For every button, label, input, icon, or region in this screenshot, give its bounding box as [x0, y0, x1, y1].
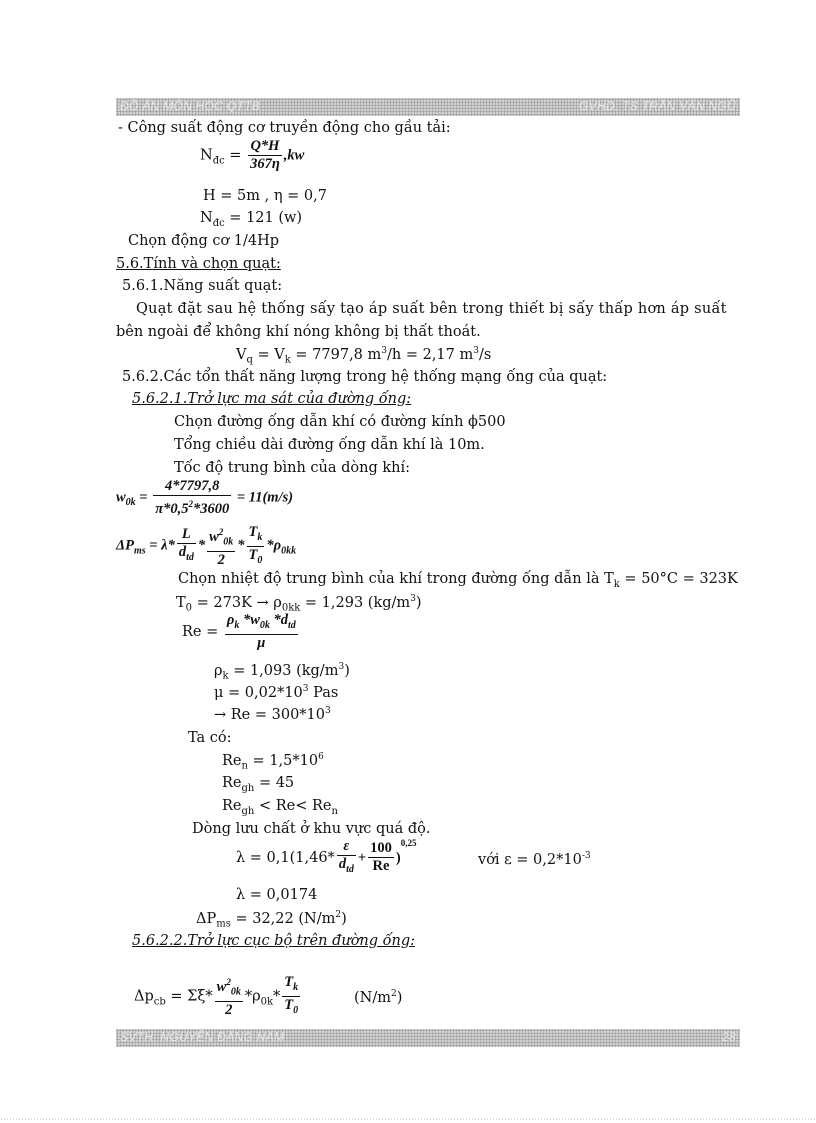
sub: cb	[153, 996, 166, 1008]
den: Re	[372, 858, 390, 875]
duct-diameter: Chọn đường ống dẫn khí có đường kính ϕ500	[174, 414, 506, 430]
sup: 3	[338, 662, 345, 672]
sup: 3	[325, 706, 331, 716]
frac-w	[215, 974, 243, 1019]
subscript: đc	[212, 217, 225, 229]
dp: Δp	[134, 988, 154, 1005]
bottom-dotted-edge	[0, 1118, 816, 1120]
num	[282, 974, 300, 997]
sub: 0kk	[281, 602, 301, 614]
frac-l-d	[177, 526, 196, 566]
density-ref	[176, 594, 422, 614]
value: = 121 (w)	[224, 210, 303, 226]
ta-co: Ta có:	[188, 730, 232, 746]
den-b: *3600	[192, 500, 230, 517]
times: *	[273, 988, 281, 1005]
re: Re	[222, 752, 242, 769]
t: T	[176, 594, 186, 611]
sub: k	[222, 670, 229, 682]
w: w	[116, 489, 126, 506]
re-gh	[222, 775, 294, 794]
sub: ms	[133, 545, 146, 557]
den: 2	[217, 551, 225, 568]
fraction	[248, 138, 282, 173]
sub: 0k	[260, 996, 274, 1008]
w: w	[216, 978, 227, 995]
unit: /s	[478, 346, 492, 363]
num	[247, 524, 265, 547]
fraction	[153, 478, 231, 518]
rho: *ρ	[266, 537, 282, 554]
den	[282, 997, 300, 1019]
sup: 2	[226, 977, 231, 988]
sup: 3	[381, 346, 387, 356]
flow-rate	[236, 346, 491, 366]
reynolds-formula	[182, 612, 300, 652]
header-left: ĐỒ ÁN MÔN HỌC QTTB	[120, 99, 261, 113]
symbol: N	[200, 210, 213, 226]
value: = 1,293 (kg/m	[300, 594, 411, 611]
sub: 0	[257, 554, 263, 566]
value: → Re = 300*10	[214, 706, 326, 723]
power: 0,25	[400, 838, 417, 849]
sub: k	[234, 619, 240, 631]
symbol: N	[200, 147, 213, 164]
value: = 45	[254, 775, 295, 791]
close: )	[344, 662, 350, 679]
rho: ρ	[214, 662, 223, 679]
sub: n	[241, 760, 248, 772]
mid: < Re< Re	[254, 798, 332, 814]
close: )	[395, 849, 401, 866]
num	[207, 524, 235, 552]
sub: n	[331, 805, 338, 817]
value-2: /h = 2,17 m	[387, 346, 474, 363]
sub: 0	[293, 1004, 299, 1016]
transition-flow: Dòng lưu chất ở khu vực quá độ.	[192, 821, 431, 837]
section-5-6: 5.6.Tính và chọn quạt:	[116, 256, 281, 272]
eq-vk: = V	[252, 346, 285, 363]
d: *d	[269, 612, 289, 628]
section-5-6-2: 5.6.2.Các tổn thất năng lượng trong hệ thống mạng ống của quạt:	[122, 369, 608, 385]
unit: (N/m	[354, 989, 391, 1006]
num	[215, 974, 243, 1002]
sub-k: k	[284, 354, 291, 366]
paragraph-line-1: Quạt đặt sau hệ thống sấy tạo áp suất bên trong thiết bị sấy thấp hơn áp suất	[136, 301, 727, 317]
num: L	[177, 526, 196, 544]
page-footer	[116, 1029, 740, 1047]
sub: 0k	[223, 536, 234, 548]
sup: 3	[302, 684, 309, 694]
num	[225, 612, 298, 635]
footer-left: SVTH: NGUYỄN ĐĂNG NAM	[120, 1030, 285, 1044]
height-efficiency: H = 5m , η = 0,7	[203, 188, 327, 204]
sup: 2	[390, 989, 397, 999]
frac-t	[282, 974, 300, 1019]
header-right: GVHD: TS TRẦN VĂN NGŨ	[579, 99, 736, 113]
plus: +	[357, 849, 367, 866]
lhs: Re =	[182, 623, 223, 640]
den	[177, 544, 196, 566]
avg-speed-label: Tốc độ trung bình của dòng khí:	[174, 460, 411, 476]
velocity-formula	[116, 478, 293, 518]
value: = 1,093 (kg/m	[228, 662, 339, 679]
sub: k	[257, 531, 263, 543]
viscosity	[214, 684, 338, 701]
temperature-choice	[178, 571, 738, 590]
value-1: = 7797,8 m	[290, 346, 382, 363]
den-a: π*0,5	[155, 500, 189, 517]
v: V	[236, 346, 247, 363]
section-5-6-2-2: 5.6.2.2.Trở lực cục bộ trên đường ống:	[132, 933, 416, 949]
sub: gh	[241, 805, 255, 817]
re: Re	[222, 798, 242, 814]
sub: 0k	[230, 986, 241, 998]
sub: td	[288, 619, 296, 631]
lhs: λ = 0,1(1,46*	[236, 849, 335, 866]
mid: = 273K → ρ	[192, 594, 282, 611]
rho: ρ	[226, 612, 235, 628]
value: = 50°C = 323K	[619, 571, 738, 587]
frac-t	[247, 524, 265, 569]
numerator: 4*7797,8	[153, 478, 231, 496]
equals: =	[135, 489, 152, 506]
close: )	[396, 989, 403, 1006]
gas-density	[214, 662, 350, 682]
den	[337, 856, 356, 878]
value: = 1,5*10	[247, 752, 319, 769]
local-loss-unit	[354, 989, 402, 1006]
den-sup: 2	[188, 499, 193, 509]
page-header	[116, 98, 740, 116]
sub: gh	[241, 782, 255, 794]
sup: 2	[335, 910, 342, 920]
t0: T	[284, 996, 294, 1013]
fraction	[225, 612, 298, 652]
d: d	[338, 856, 347, 872]
section-5-6-1: 5.6.1.Năng suất quạt:	[122, 278, 283, 294]
numerator: Q*H	[248, 138, 282, 156]
re: Re	[222, 775, 242, 791]
dp: ΔP	[116, 537, 134, 554]
page-number: 28	[722, 1030, 736, 1044]
equals: =	[224, 147, 247, 164]
unit: Pas	[308, 684, 339, 701]
sub: k	[293, 981, 299, 993]
sup: -3	[581, 851, 591, 861]
t0: T	[248, 546, 258, 563]
sup: 3	[473, 346, 479, 356]
motor-power-intro	[118, 120, 451, 136]
lambda-value: λ = 0,0174	[236, 887, 318, 903]
frac-w	[207, 524, 235, 569]
frac-e-d	[337, 838, 356, 878]
close: )	[341, 910, 347, 927]
value: với ε = 0,2*10	[478, 851, 582, 868]
d: d	[178, 544, 187, 561]
close: )	[415, 594, 422, 611]
den	[247, 547, 265, 569]
lambda: = λ*	[145, 537, 175, 554]
sup: 6	[318, 752, 324, 762]
sub: 0k	[259, 619, 270, 631]
motor-power-formula	[200, 138, 304, 173]
t: T	[284, 974, 294, 990]
motor-choice: Chọn động cơ 1/4Hp	[128, 233, 280, 249]
frac-100-re	[368, 840, 394, 875]
denominator	[153, 496, 231, 518]
denominator: 367η	[250, 156, 280, 172]
den: 2	[225, 1001, 233, 1018]
friction-loss-value	[196, 910, 347, 930]
sub: td	[346, 863, 354, 875]
sub: 0	[185, 602, 193, 614]
subscript: đc	[212, 155, 225, 167]
sub: 0k	[125, 497, 136, 509]
text: - Công suất động cơ truyền động cho gầu tải:	[118, 120, 451, 136]
w: w	[209, 528, 219, 545]
lambda-formula	[236, 838, 416, 878]
den: μ	[257, 634, 266, 651]
sup: 2	[218, 527, 224, 538]
num: ε	[337, 838, 356, 856]
motor-power-value	[200, 210, 302, 229]
rho: *ρ	[244, 988, 261, 1005]
sup: 3	[410, 594, 416, 604]
dp: ΔP	[196, 910, 217, 927]
section-5-6-2-1: 5.6.2.1.Trở lực ma sát của đường ống:	[132, 391, 412, 407]
value: μ = 0,02*10	[214, 684, 303, 701]
duct-length: Tổng chiều dài đường ống dẫn khí là 10m.	[174, 437, 485, 453]
sub-q: q	[246, 354, 253, 366]
value: = 32,22 (N/m	[230, 910, 336, 927]
local-loss-formula	[134, 974, 302, 1019]
sub: 0kk	[281, 545, 297, 557]
sub: k	[613, 578, 620, 590]
paragraph-line-2: bên ngoài để không khí nóng không bị thất thoát.	[116, 324, 481, 340]
text: Chọn nhiệt độ trung bình của khí trong đường ống dẫn là T	[178, 571, 614, 587]
num: 100	[370, 840, 392, 857]
reynolds-value	[214, 706, 331, 723]
result: = 11(m/s)	[233, 489, 294, 506]
w: *w	[239, 612, 260, 628]
unit: ,kw	[283, 147, 305, 164]
re-n	[222, 752, 324, 772]
t: T	[248, 524, 258, 540]
pressure-loss-formula: $\Delta P_{ms} = \lambda*$ $\frac{L}{d_{td}}$ * $\frac{w^2_{0k}}{2}$ * $\frac{T_k}{T_0}$ $*\rho_{0kk}$	[116, 524, 297, 568]
sub: td	[186, 552, 194, 564]
re-compare	[222, 798, 338, 817]
sub: ms	[216, 918, 231, 930]
sum: = Σξ*	[165, 988, 213, 1005]
epsilon-value	[478, 851, 591, 868]
